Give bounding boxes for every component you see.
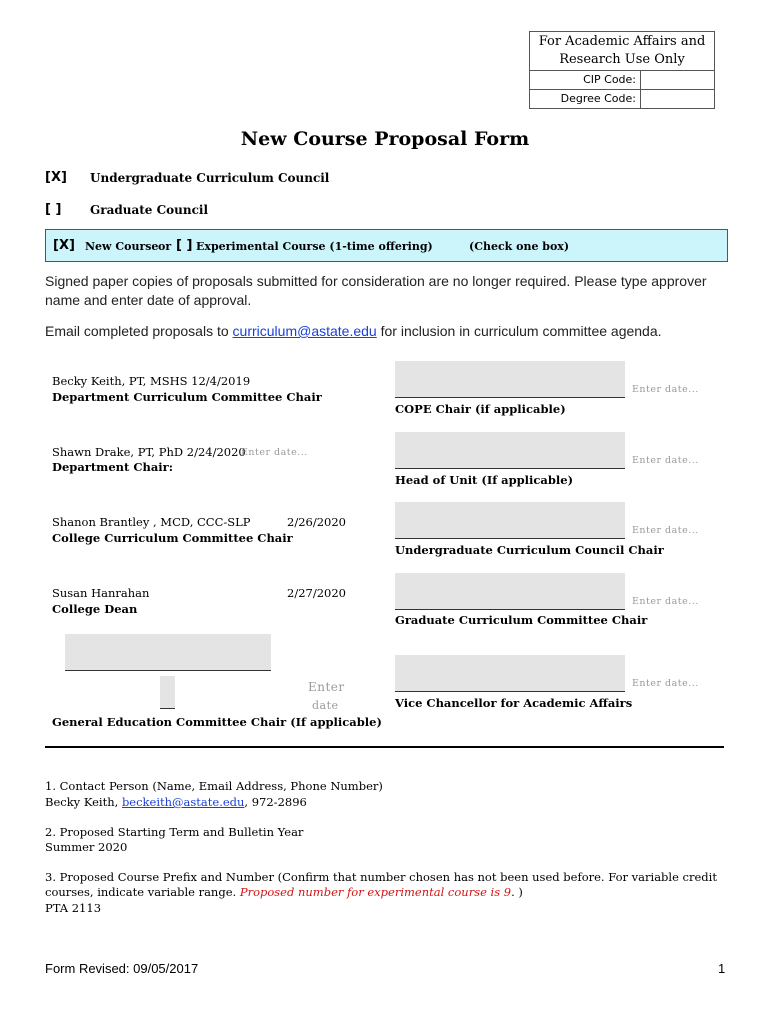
ucc-chair-signature[interactable]: [395, 502, 625, 539]
college-curriculum-chair-title: College Curriculum Committee Chair: [52, 531, 293, 545]
head-of-unit-signature[interactable]: [395, 432, 625, 469]
degree-code-label: Degree Code:: [530, 90, 641, 108]
dept-chair-name[interactable]: Shawn Drake, PT, PhD 2/24/2020: [52, 445, 246, 459]
new-course-label: New Course: [85, 240, 159, 253]
ucc-chair-title: Undergraduate Curriculum Council Chair: [395, 543, 664, 557]
section-divider: [45, 746, 724, 748]
q3-end: . ): [511, 885, 523, 899]
grad-curriculum-chair-date[interactable]: Enter date...: [632, 596, 699, 607]
gen-ed-chair-title: General Education Committee Chair (If applicable): [52, 715, 382, 729]
college-curriculum-chair-name[interactable]: Shanon Brantley , MCD, CCC-SLP: [52, 515, 251, 529]
email-suffix: for inclusion in curriculum committee agenda.: [376, 323, 662, 339]
vice-chancellor-title: Vice Chancellor for Academic Affairs: [395, 696, 633, 710]
graduate-council-label: Graduate Council: [90, 203, 209, 217]
q3-label: [45, 870, 725, 900]
ucc-label: Undergraduate Curriculum Council: [90, 171, 330, 185]
dept-curriculum-chair-name[interactable]: Becky Keith, PT, MSHS 12/4/2019: [52, 374, 251, 388]
college-dean-name[interactable]: Susan Hanrahan: [52, 586, 150, 600]
gen-ed-date-line1[interactable]: Enter: [308, 680, 345, 694]
page-title: New Course Proposal Form: [240, 128, 530, 150]
gen-ed-signature-field[interactable]: [65, 634, 271, 671]
dept-curriculum-chair-title: Department Curriculum Committee Chair: [52, 390, 322, 404]
cip-code-field[interactable]: [641, 71, 714, 89]
q2-label: 2. Proposed Starting Term and Bulletin Year: [45, 825, 304, 839]
email-instructions: [45, 322, 725, 341]
q1-phone: , 972-2896: [244, 795, 307, 809]
degree-code-field[interactable]: [641, 90, 714, 108]
college-dean-date[interactable]: 2/27/2020: [287, 586, 346, 600]
dept-chair-title: Department Chair:: [52, 460, 173, 474]
q1-label: 1. Contact Person (Name, Email Address, Phone Number): [45, 779, 383, 793]
email-prefix: Email completed proposals to: [45, 323, 233, 339]
head-of-unit-date[interactable]: Enter date...: [632, 455, 699, 466]
admin-box-heading: For Academic Affairs and Research Use Only: [530, 32, 714, 71]
college-dean-title: College Dean: [52, 602, 138, 616]
dept-chair-date[interactable]: Enter date...: [241, 447, 308, 458]
cope-chair-title: COPE Chair (if applicable): [395, 402, 566, 416]
cope-chair-date[interactable]: Enter date...: [632, 384, 699, 395]
check-one-note: (Check one box): [469, 240, 570, 253]
cope-chair-signature[interactable]: [395, 361, 625, 398]
gen-ed-signature-extra[interactable]: [160, 676, 175, 709]
grad-curriculum-chair-title: Graduate Curriculum Committee Chair: [395, 613, 648, 627]
new-course-checkbox[interactable]: [X]: [53, 238, 75, 253]
ucc-checkbox[interactable]: [X]: [45, 170, 67, 185]
degree-code-row: [530, 90, 714, 108]
q3-red-note: Proposed number for experimental course is 9: [239, 885, 512, 899]
graduate-council-checkbox[interactable]: [ ]: [45, 202, 62, 217]
vice-chancellor-date[interactable]: Enter date...: [632, 678, 699, 689]
vice-chancellor-signature[interactable]: [395, 655, 625, 692]
curriculum-email-link[interactable]: curriculum@astate.edu: [232, 323, 377, 339]
form-revised: Form Revised: 09/05/2017: [45, 961, 199, 976]
admin-use-box: [529, 31, 715, 109]
cip-code-row: [530, 71, 714, 90]
q2-answer[interactable]: Summer 2020: [45, 840, 128, 854]
q1-contact-name: Becky Keith,: [45, 795, 122, 809]
experimental-course-label: Experimental Course (1-time offering): [196, 240, 433, 253]
head-of-unit-title: Head of Unit (If applicable): [395, 473, 574, 487]
or-text: or: [158, 240, 172, 253]
ucc-chair-date[interactable]: Enter date...: [632, 525, 699, 536]
experimental-course-checkbox[interactable]: [ ]: [176, 238, 193, 253]
gen-ed-date-line2[interactable]: date: [312, 699, 339, 712]
q1-answer[interactable]: [45, 795, 725, 810]
instructions-paragraph: Signed paper copies of proposals submitted for consideration are no longer required. Please type approver name and enter date of approval.: [45, 273, 707, 308]
college-curriculum-chair-date[interactable]: 2/26/2020: [287, 515, 346, 529]
q1-email-link[interactable]: beckeith@astate.edu: [121, 795, 245, 809]
q3-answer[interactable]: PTA 2113: [45, 901, 102, 915]
q3-text: 3. Proposed Course Prefix and Number (Confirm that number chosen has not been used before. For variable credit courses, indicate variable range.: [45, 870, 717, 899]
grad-curriculum-chair-signature[interactable]: [395, 573, 625, 610]
page-number: 1: [718, 961, 726, 976]
cip-code-label: CIP Code:: [530, 71, 641, 89]
